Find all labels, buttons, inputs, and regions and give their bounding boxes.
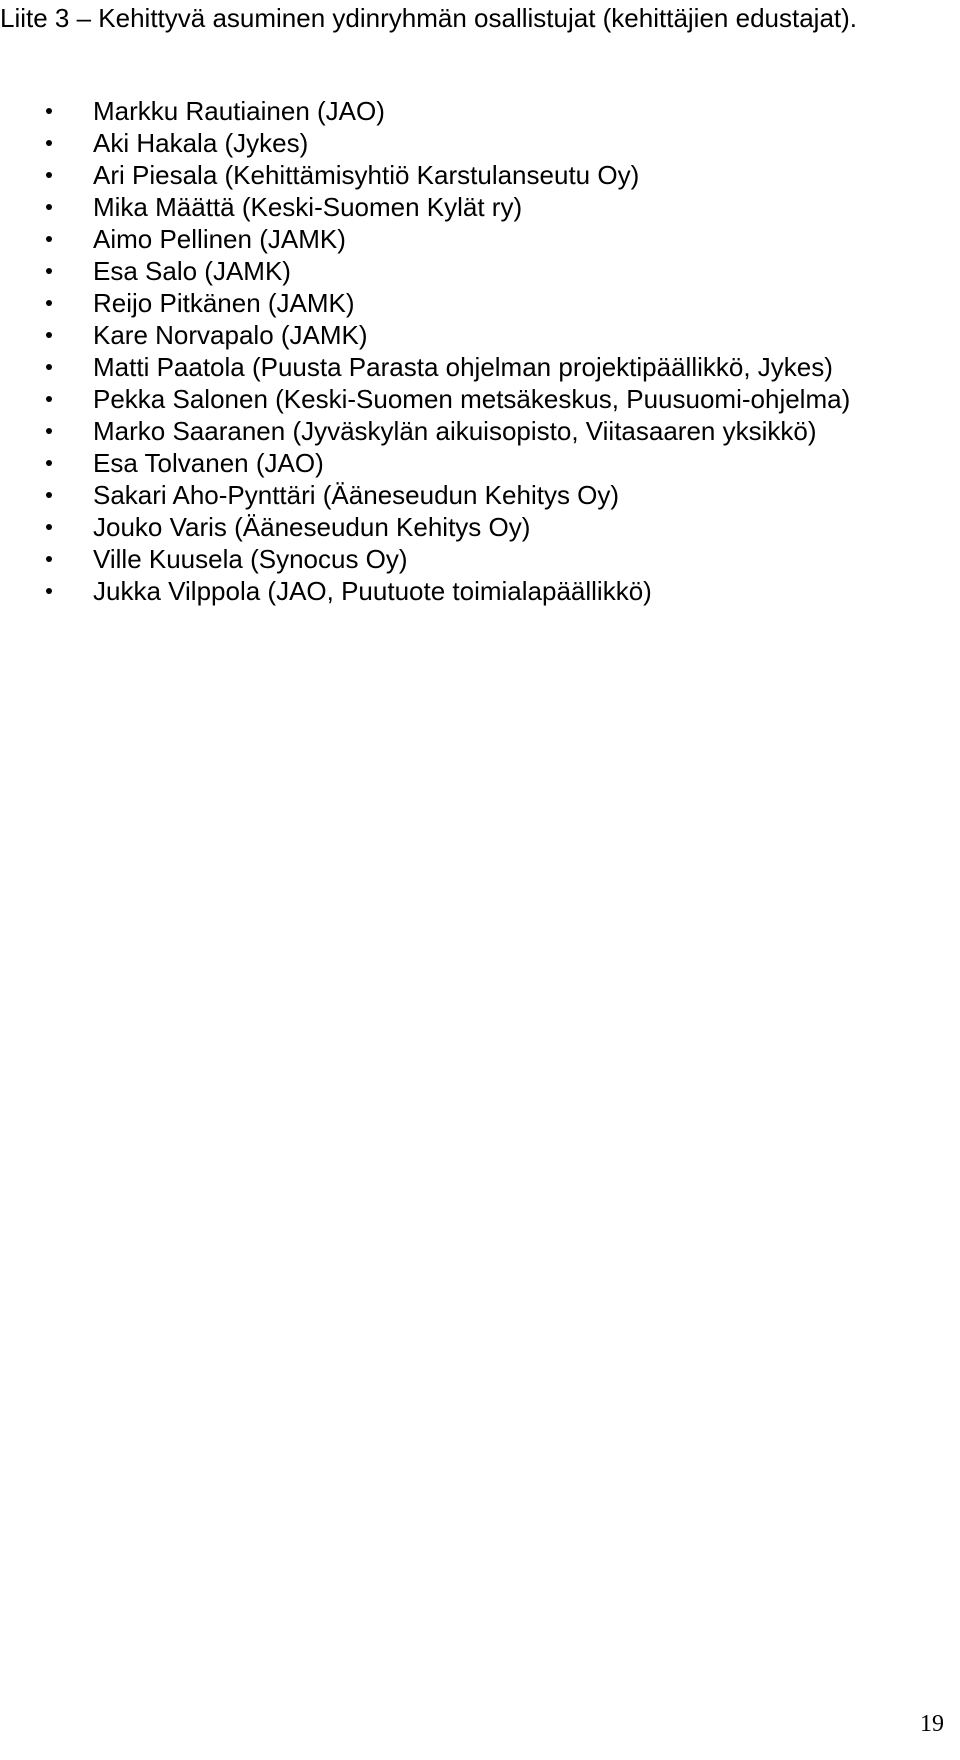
participant-name: Ville Kuusela (Synocus Oy) bbox=[93, 544, 408, 574]
participant-name: Pekka Salonen (Keski-Suomen metsäkeskus, Puusuomi-ohjelma) bbox=[93, 384, 851, 414]
bullet-icon bbox=[46, 108, 52, 114]
bullet-icon bbox=[46, 172, 52, 178]
bullet-icon bbox=[46, 492, 52, 498]
list-item bbox=[0, 191, 950, 223]
participant-list bbox=[0, 95, 950, 607]
bullet-icon bbox=[46, 332, 52, 338]
participant-name: Ari Piesala (Kehittämisyhtiö Karstulanseutu Oy) bbox=[93, 160, 640, 190]
list-item bbox=[0, 447, 950, 479]
bullet-icon bbox=[46, 236, 52, 242]
participant-name: Jukka Vilppola (JAO, Puutuote toimialapäällikkö) bbox=[93, 576, 652, 606]
list-item bbox=[0, 287, 950, 319]
participant-name: Marko Saaranen (Jyväskylän aikuisopisto, Viitasaaren yksikkö) bbox=[93, 416, 817, 446]
list-item bbox=[0, 223, 950, 255]
list-item bbox=[0, 383, 950, 415]
list-item bbox=[0, 127, 950, 159]
bullet-icon bbox=[46, 396, 52, 402]
list-item bbox=[0, 159, 950, 191]
list-item bbox=[0, 415, 950, 447]
bullet-icon bbox=[46, 524, 52, 530]
list-item bbox=[0, 511, 950, 543]
participant-name: Aimo Pellinen (JAMK) bbox=[93, 224, 346, 254]
list-item bbox=[0, 95, 950, 127]
participant-name: Esa Salo (JAMK) bbox=[93, 256, 291, 286]
participant-name: Esa Tolvanen (JAO) bbox=[93, 448, 324, 478]
bullet-icon bbox=[46, 268, 52, 274]
participant-name: Sakari Aho-Pynttäri (Ääneseudun Kehitys Oy) bbox=[93, 480, 620, 510]
list-item bbox=[0, 319, 950, 351]
participant-name: Aki Hakala (Jykes) bbox=[93, 128, 309, 158]
bullet-icon bbox=[46, 588, 52, 594]
bullet-icon bbox=[46, 556, 52, 562]
participant-name: Reijo Pitkänen (JAMK) bbox=[93, 288, 355, 318]
page-number: 19 bbox=[920, 1711, 944, 1737]
participant-name: Mika Määttä (Keski-Suomen Kylät ry) bbox=[93, 192, 523, 222]
bullet-icon bbox=[46, 460, 52, 466]
list-item bbox=[0, 351, 950, 383]
bullet-icon bbox=[46, 428, 52, 434]
bullet-icon bbox=[46, 140, 52, 146]
list-item bbox=[0, 255, 950, 287]
list-item bbox=[0, 575, 950, 607]
bullet-icon bbox=[46, 204, 52, 210]
page-heading: Liite 3 – Kehittyvä asuminen ydinryhmän osallistujat (kehittäjien edustajat). bbox=[0, 3, 858, 33]
list-item bbox=[0, 479, 950, 511]
participant-name: Jouko Varis (Ääneseudun Kehitys Oy) bbox=[93, 512, 531, 542]
bullet-icon bbox=[46, 364, 52, 370]
list-item bbox=[0, 543, 950, 575]
participant-name: Kare Norvapalo (JAMK) bbox=[93, 320, 368, 350]
bullet-icon bbox=[46, 300, 52, 306]
participant-name: Markku Rautiainen (JAO) bbox=[93, 96, 385, 126]
participant-name: Matti Paatola (Puusta Parasta ohjelman projektipäällikkö, Jykes) bbox=[93, 352, 833, 382]
